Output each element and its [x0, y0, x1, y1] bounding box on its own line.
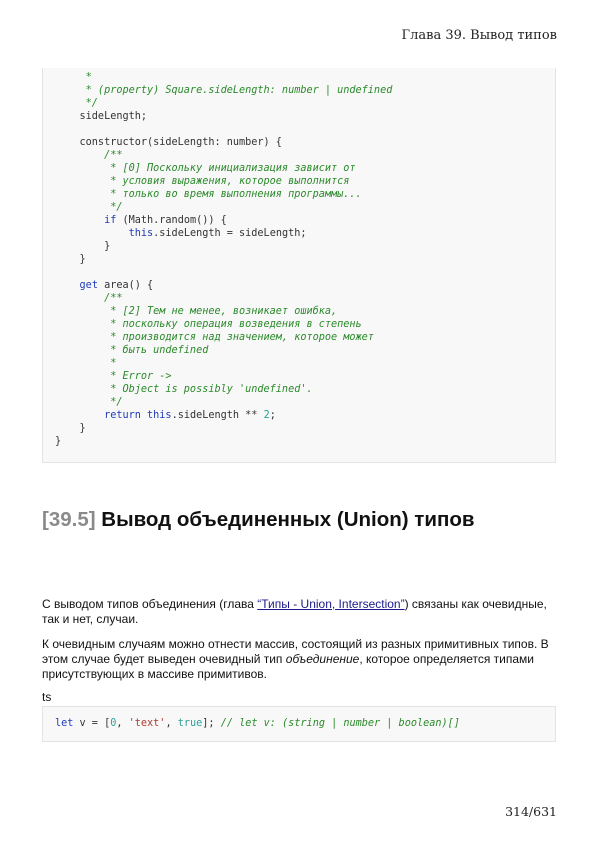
code-token: true	[177, 718, 203, 729]
code-token: ];	[202, 718, 221, 729]
code-line	[55, 188, 545, 201]
code-token: */	[55, 98, 98, 109]
code-token: .sideLength **	[171, 410, 264, 421]
code-line	[55, 240, 545, 253]
code-line	[55, 123, 545, 136]
code-line	[55, 435, 545, 448]
code-line	[55, 110, 545, 123]
code-token: * поскольку операция возведения в степень	[55, 319, 362, 330]
code-line	[55, 344, 545, 357]
code-token: 0	[110, 718, 117, 729]
code-token: v = [	[73, 718, 111, 729]
code-token: constructor(sideLength: number) {	[55, 137, 282, 148]
code-line	[55, 331, 545, 344]
paragraph-obvious-cases	[42, 637, 562, 682]
code-line	[55, 201, 545, 214]
code-token: */	[55, 397, 123, 408]
code-block-union-array	[42, 706, 556, 742]
code-line	[55, 227, 545, 240]
section-number: [39.5]	[42, 508, 96, 531]
running-header: Глава 39. Вывод типов	[401, 28, 557, 43]
code-line	[55, 175, 545, 188]
code-token: * Object is possibly 'undefined'.	[55, 384, 313, 395]
para2-text-after: , которое определяется типами присутствующих в массиве примитивов.	[42, 652, 535, 681]
section-heading	[42, 508, 474, 532]
para1-text-before: С выводом типов объединения (глава	[42, 597, 258, 611]
para2-text-before: К очевидным случаям можно отнести массив, состоящий из разных примитивных типов. В этом случае будет выведен очевидный тип	[42, 637, 549, 666]
code-token: sideLength;	[55, 111, 148, 122]
code-token	[55, 410, 104, 421]
chapter-link[interactable]: “Типы - Union, Intersection”	[257, 597, 405, 611]
code-token: * [0] Поскольку инициализация зависит от	[55, 163, 356, 174]
code-token: /**	[55, 293, 123, 304]
code-token: this	[147, 410, 172, 421]
code-line	[55, 305, 545, 318]
code-token: area() {	[97, 280, 154, 291]
code-block-class-square	[42, 68, 556, 463]
code-line	[55, 266, 545, 279]
code-token: let	[55, 718, 74, 729]
code-token: * [2] Тем не менее, возникает ошибка,	[55, 306, 338, 317]
code-token: }	[55, 254, 86, 265]
code-token: 2	[263, 410, 270, 421]
code-line	[55, 279, 545, 292]
code-line	[55, 97, 545, 110]
para2-emphasis: объединение	[285, 652, 360, 666]
code-token: this	[128, 228, 154, 239]
code-token: // let v: (string | number | boolean)[]	[220, 718, 460, 729]
code-token: get	[79, 280, 98, 291]
code-token: * быть undefined	[55, 345, 209, 356]
code-token: *	[55, 72, 92, 83]
code-token: return	[104, 410, 141, 421]
code-line	[55, 370, 545, 383]
code-token: 'text'	[128, 718, 166, 729]
code-line	[55, 422, 545, 435]
code-token: }	[55, 241, 111, 252]
code-line	[55, 292, 545, 305]
code-token: */	[55, 202, 123, 213]
code-token: ;	[269, 410, 276, 421]
section-title-text: Вывод объединенных (Union) типов	[101, 508, 475, 531]
code-token: ,	[165, 718, 178, 729]
code-line	[55, 162, 545, 175]
code-language-label: ts	[42, 690, 52, 704]
code-token: /**	[55, 150, 123, 161]
code-line	[55, 253, 545, 266]
code-token: * Error ->	[55, 371, 172, 382]
code-line	[55, 409, 545, 422]
code-token: *	[55, 358, 117, 369]
page-number: 314/631	[505, 804, 557, 819]
code-line	[55, 71, 545, 84]
code-token: * только во время выполнения программы...	[55, 189, 362, 200]
code-token: * производится над значением, которое может	[55, 332, 374, 343]
code-token	[55, 280, 80, 291]
code-token: if	[104, 215, 117, 226]
code-line	[55, 357, 545, 370]
code-token: * (property) Square.sideLength: number | undefined	[55, 85, 393, 96]
code-token: (Math.random()) {	[116, 215, 227, 226]
code-token: }	[55, 423, 86, 434]
code-token	[55, 215, 104, 226]
code-token: .sideLength = sideLength;	[153, 228, 307, 239]
code-line	[55, 149, 545, 162]
code-line	[55, 383, 545, 396]
code-token: * условия выражения, которое выполнится	[55, 176, 350, 187]
code-line	[55, 84, 545, 97]
code-token: }	[55, 436, 62, 447]
paragraph-union-intro	[42, 597, 562, 627]
code-line	[55, 136, 545, 149]
para1-text-after: ) связаны как очевидные, так и нет, случаи.	[42, 597, 547, 626]
code-token	[55, 228, 129, 239]
code-line	[55, 717, 545, 730]
code-line	[55, 396, 545, 409]
code-token: ,	[116, 718, 129, 729]
code-line	[55, 214, 545, 227]
code-line	[55, 318, 545, 331]
